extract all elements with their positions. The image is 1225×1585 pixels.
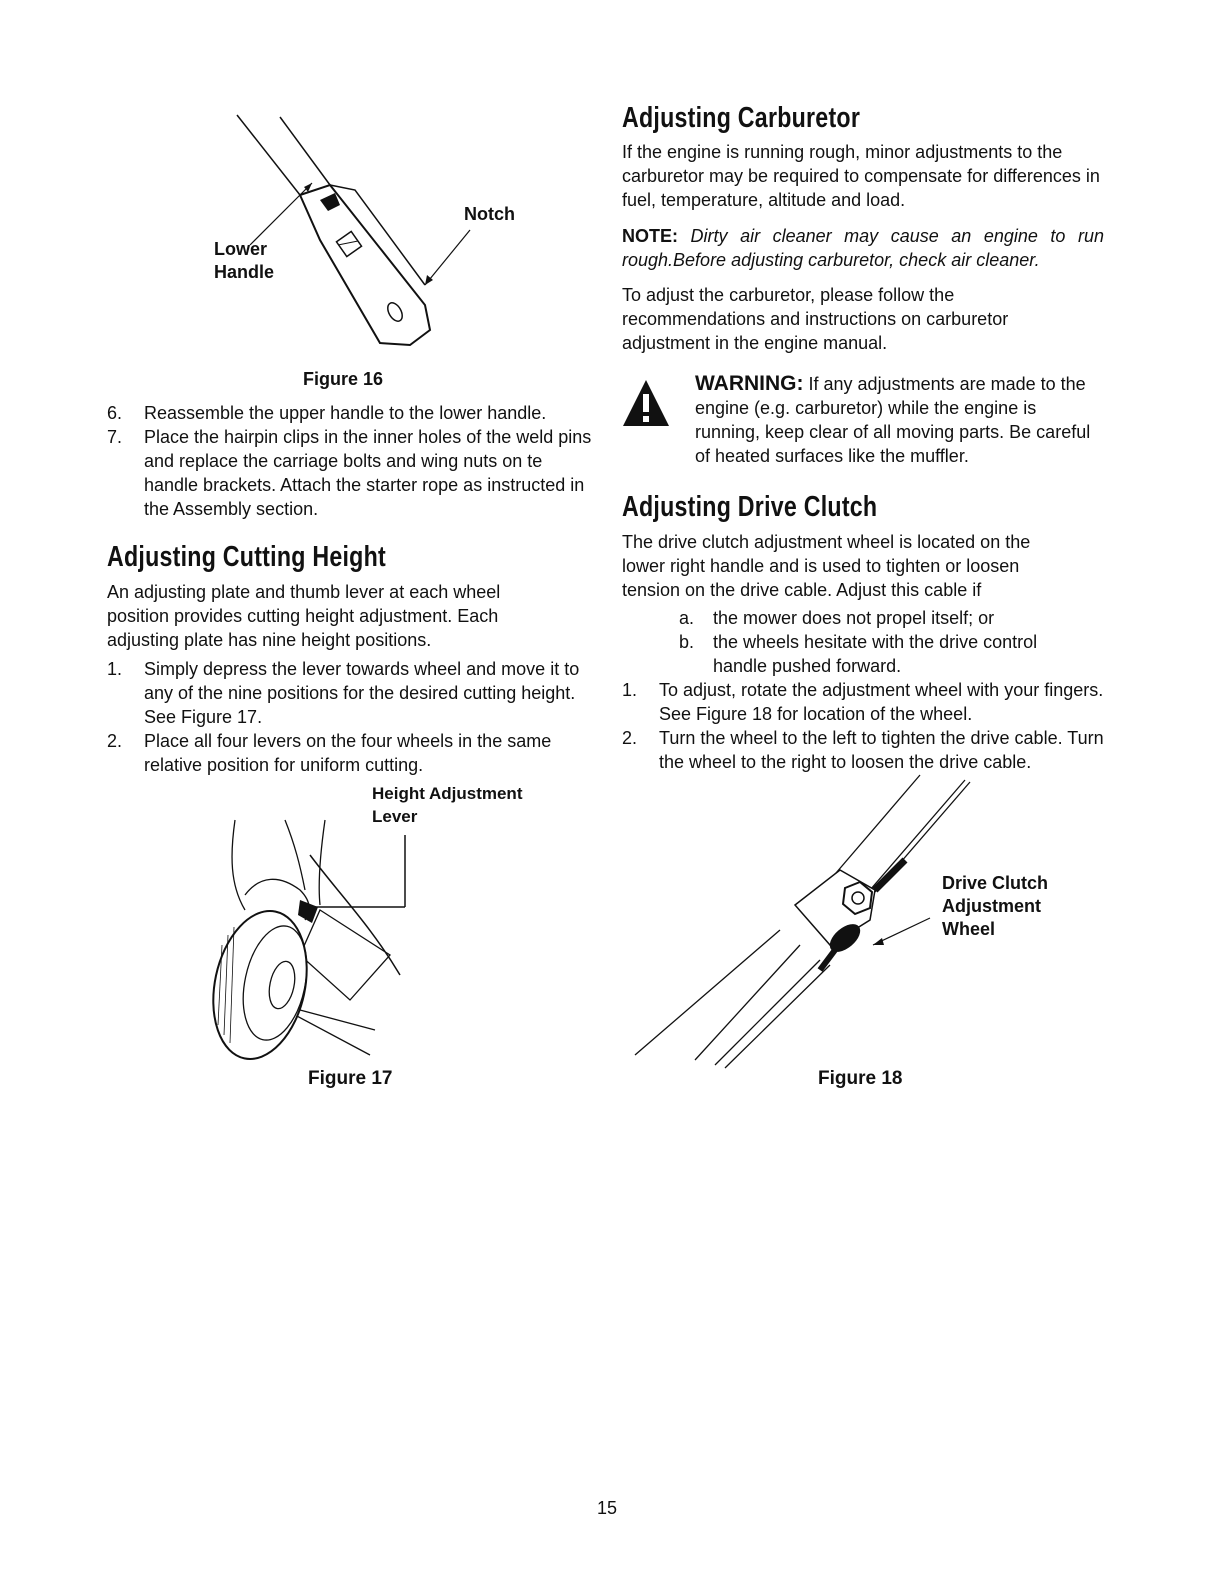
figure-16-caption: Figure 16 xyxy=(303,369,384,389)
warning-block xyxy=(695,372,1105,468)
carburetor-intro: If the engine is running rough, minor adjustments to the carburetor may be required to compensate for differences in fuel, temperature, altitude and load. xyxy=(622,142,1100,210)
section-heading-drive-clutch: Adjusting Drive Clutch xyxy=(622,491,878,523)
cutting-height-steps xyxy=(107,657,597,777)
list-item: a. the mower does not propel itself; or xyxy=(679,608,995,628)
drive-clutch-intro: The drive clutch adjustment wheel is located on the lower right handle and is used to tighten or loosen tension on the drive cable. Adjust this cable if xyxy=(622,532,1031,600)
drive-clutch-sub-items xyxy=(679,606,1079,678)
drive-clutch-line-2: Adjustment xyxy=(942,896,1041,916)
warning-text: If any adjustments are made to the engine (e.g. carburetor) while the engine is running, keep clear of all moving parts. Be careful of heated surfaces like the muffler. xyxy=(695,374,1091,466)
list-item: 7. Place the hairpin clips in the inner holes of the weld pins and replace the carriage bolts and wing nuts on te handle brackets. Attach the starter rope as instructed in the Assembly section. xyxy=(107,427,592,519)
carburetor-instructions: To adjust the carburetor, please follow the recommendations and instructions on carburetor adjustment in the engine manual. xyxy=(622,285,1009,353)
list-item: 2. Turn the wheel to the left to tighten the drive cable. Turn the wheel to the right to loosen the drive cable. xyxy=(622,728,1104,772)
figure-16-label-notch: Notch xyxy=(464,204,515,224)
figure-16-label-lower-handle xyxy=(214,238,274,284)
figure-18-label xyxy=(942,872,1048,941)
figure-16-illustration xyxy=(180,105,580,365)
lower-handle-line-2: Handle xyxy=(214,262,275,282)
list-item: 2. Place all four levers on the four wheels in the same relative position for uniform cutting. xyxy=(107,731,552,775)
list-item: 1. To adjust, rotate the adjustment wheel with your fingers. See Figure 18 for location of the wheel. xyxy=(622,680,1104,724)
lower-handle-line-1: Lower xyxy=(214,239,268,259)
figure-18-illustration xyxy=(630,770,980,1070)
cutting-height-intro: An adjusting plate and thumb lever at each wheel position provides cutting height adjustment. Each adjusting plate has nine height positions. xyxy=(107,582,501,650)
drive-clutch-line-3: Wheel xyxy=(942,919,996,939)
carburetor-note xyxy=(622,224,1104,272)
note-text: Dirty air cleaner may cause an engine to run rough.Before adjusting carburetor, check air cleaner. xyxy=(622,226,1104,270)
section-heading-carburetor: Adjusting Carburetor xyxy=(622,102,861,134)
note-label: NOTE: xyxy=(622,226,678,246)
reassembly-steps xyxy=(107,401,597,521)
section-heading-cutting-height: Adjusting Cutting Height xyxy=(107,541,386,573)
figure-17-illustration xyxy=(200,815,430,1065)
warning-label: WARNING: xyxy=(695,372,804,395)
page-number: 15 xyxy=(597,1498,618,1518)
figure-17-caption: Figure 17 xyxy=(308,1068,393,1089)
drive-clutch-line-1: Drive Clutch xyxy=(942,873,1049,893)
drive-clutch-steps xyxy=(622,678,1112,774)
list-item: 1. Simply depress the lever towards wheel and move it to any of the nine positions for the desired cutting height. See Figure 17. xyxy=(107,659,580,727)
list-item: 6. Reassemble the upper handle to the lower handle. xyxy=(107,403,547,423)
figure-18-caption: Figure 18 xyxy=(818,1068,903,1089)
height-adjustment-line-1: Height Adjustment xyxy=(372,784,523,803)
height-adjustment-line-2: Lever xyxy=(372,807,418,826)
list-item: b. the wheels hesitate with the drive control handle pushed forward. xyxy=(679,632,1038,676)
warning-icon xyxy=(621,378,671,428)
